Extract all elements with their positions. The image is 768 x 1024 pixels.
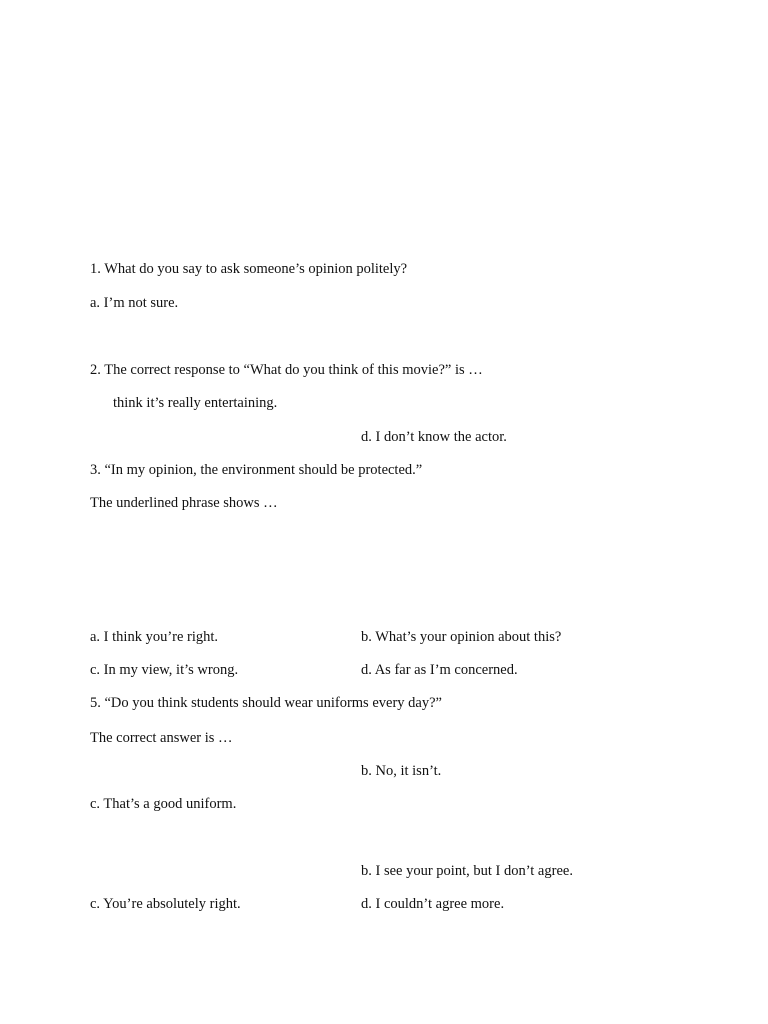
question-4-option-b: b. What’s your opinion about this?	[361, 629, 562, 645]
question-5: 5. “Do you think students should wear uniforms every day?”	[90, 695, 442, 711]
question-3: 3. “In my opinion, the environment should be protected.”	[90, 462, 423, 478]
question-4-option-c: c. In my view, it’s wrong.	[90, 662, 239, 678]
question-5-prompt: The correct answer is …	[90, 730, 233, 746]
question-5-option-b: b. No, it isn’t.	[361, 763, 442, 779]
question-5-option-c: c. That’s a good uniform.	[90, 796, 237, 812]
question-6-option-c: c. You’re absolutely right.	[90, 896, 241, 912]
question-6-option-d: d. I couldn’t agree more.	[361, 896, 505, 912]
question-1: 1. What do you say to ask someone’s opinion politely?	[90, 261, 408, 277]
question-2-option-d: d. I don’t know the actor.	[361, 429, 507, 445]
question-3-prompt: The underlined phrase shows …	[90, 495, 278, 511]
question-4-option-d: d. As far as I’m concerned.	[361, 662, 518, 678]
question-4-option-a: a. I think you’re right.	[90, 629, 219, 645]
question-2: 2. The correct response to “What do you think of this movie?” is …	[90, 362, 483, 378]
question-2-option-fragment: think it’s really entertaining.	[113, 395, 278, 411]
question-6-option-b: b. I see your point, but I don’t agree.	[361, 863, 573, 879]
question-1-option-a: a. I’m not sure.	[90, 295, 179, 311]
